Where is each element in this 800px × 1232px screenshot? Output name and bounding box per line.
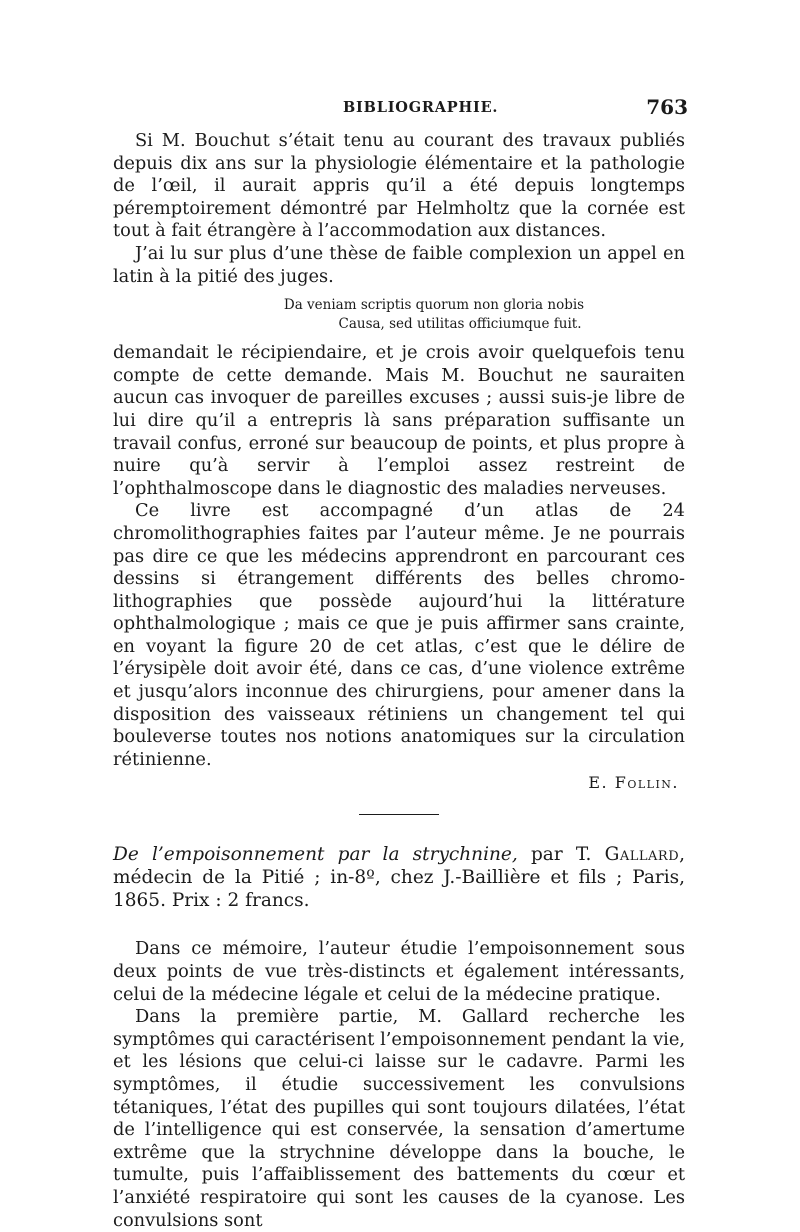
paragraph-atlas: Ce livre est accompagné d’un atlas de 24 chromolithographies faites par l’auteur même. Je ne pourrais pas dire ce que les médecins apprendront en parcourant ces dessins si étrangement différents des belles chromo-lithographies que possède aujourd’hui la littérature ophthalmologique ; mais ce que je puis affirmer sans crainte, en voyant la figure 20 de cet atlas, c’est que le délire de l’érysipèle doit avoir été, dans ce cas, d’une violence extrême et jusqu’alors inconnue des chirurgiens, pour amener dans la disposition des vaisseaux rétiniens un changement tel qui bouleverse toutes nos notions anatomiques sur la circulation rétinienne.: [113, 500, 685, 770]
section-divider: [359, 814, 439, 815]
entry-title: De l’empoisonnement par la strychnine,: [113, 844, 518, 866]
page-header: [118, 95, 688, 125]
paragraph-bouchut-helmholtz: Si M. Bouchut s’était tenu au courant des travaux publiés depuis dix ans sur la physiologie élémentaire et la pathologie de l’œil, il aurait appris qu’il a été depuis longtemps péremptoirement démontré par Helmholtz que la cornée est tout à fait étrangère à l’accommodation aux distances.: [113, 130, 685, 242]
page-body: [113, 130, 685, 1232]
paragraph-latin-appeal: J’ai lu sur plus d’une thèse de faible complexion un appel en latin à la pitié des juges.: [113, 242, 685, 287]
entry-publication-details: , médecin de la Pitié ; in-8º, chez J.-Baillière et fils ; Paris, 1865. Prix : 2 francs.: [113, 844, 686, 912]
spacer: [113, 912, 685, 938]
paragraph-first-part: Dans la première partie, M. Gallard recherche les symptômes qui caractérisent l’empoisonnement pendant la vie, et les lésions que celui-ci laisse sur le cadavre. Parmi les symptômes, il étudie successivement les convulsions tétaniques, l’état des pupilles qui sont toujours dilatées, l’état de l’intelligence qui est conservée, la sensation d’amertume extrême que la strychnine développe dans la bouche, le tumulte, puis l’affaiblissement des battements du cœur et l’anxiété respiratoire qui sont les causes de la cyanose. Les convulsions sont: [113, 1006, 685, 1231]
review-signature: E. Follin.: [588, 773, 679, 793]
page-number: 763: [646, 95, 688, 119]
entry-by: par T.: [517, 844, 605, 866]
paragraph-memoire-intro: Dans ce mémoire, l’auteur étudie l’empoisonnement sous deux points de vue très-distincts et également intéressants, celui de la médecine légale et celui de la médecine pratique.: [113, 938, 685, 1005]
epigraph-line-2: Causa, sed utilitas officiumque fuit.: [338, 316, 582, 333]
latin-epigraph: [113, 296, 685, 334]
bibliography-entry: [113, 843, 685, 912]
entry-author: Gallard: [604, 844, 680, 866]
epigraph-line-1: Da veniam scriptis quorum non gloria nobis: [283, 297, 585, 314]
running-head: BIBLIOGRAPHIE.: [343, 99, 499, 116]
paragraph-recipiendaire: demandait le récipiendaire, et je crois avoir quelquefois tenu compte de cette demande. Mais M. Bouchut ne sauraiten aucun cas invoquer de pareilles excuses ; aussi suis-je libre de lui dire qu’il a entrepris là sans préparation suffisante un travail confus, erroné sur beaucoup de points, et plus propre à nuire qu’à servir à l’emploi assez restreint de l’ophthalmoscope dans le diagnostic des maladies nerveuses.: [113, 342, 685, 499]
